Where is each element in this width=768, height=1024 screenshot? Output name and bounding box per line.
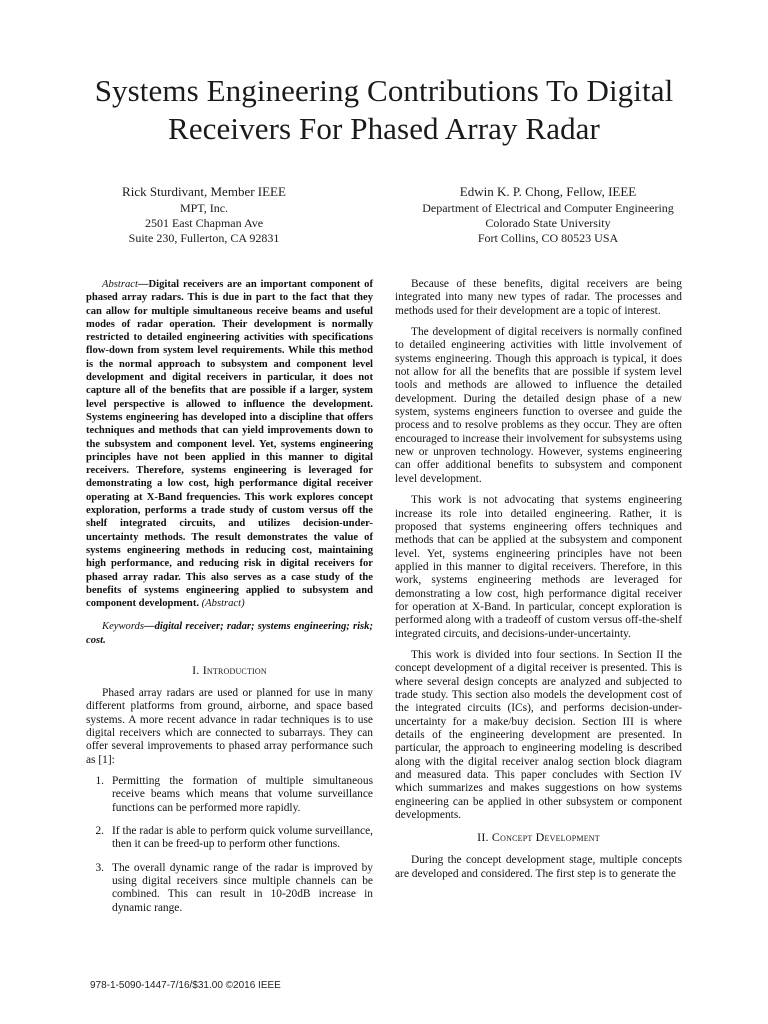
- author-affiliation: MPT, Inc.: [179, 201, 229, 215]
- author-address: 2501 East Chapman Ave: [144, 216, 264, 230]
- abstract-dash: —: [137, 279, 149, 290]
- list-item: [86, 775, 373, 815]
- abstract-body: Digital receivers are an important component of phased array radars. This is due in part to the fact that they can allow for multiple simultaneous receive beams and useful modes of radar operation. Their development is normally restricted to detailed engineering activities with specifications flow-down from system level requirements. While this method is the normal approach to subsystem and component level development and digital receivers in particular, it does not capture all of the benefits that are possible if a larger, system level perspective is allowed to influence the development. Systems engineering has developed into a discipline that offers techniques and methods that can yield improvements down to the subsystem and component level. Yet, systems engineering principles have not been applied in this manner to digital receivers. Therefore, systems engineering is leveraged for demonstrating a low cost, high performance digital receiver operating at X-Band frequencies. This work explores concept exploration, performs a trade study of custom versus off the shelf integrated circuits, and utilizes decision-under-uncertainty methods. The result demonstrates the value of systems engineering methods in reducing cost, maintaining high performance, and reducing risk in digital receivers for phased array radar. This also serves as a case study of the benefits of systems engineering applied to subsystem and component development.: [86, 279, 373, 610]
- author-name: Edwin K. P. Chong, Fellow, IEEE: [459, 184, 637, 199]
- list-item-text: If the radar is able to perform quick volume surveillance, then it can be freed-up to perform other functions.: [112, 825, 373, 851]
- benefit-list: [86, 775, 373, 915]
- author-affiliation: Department of Electrical and Computer Engineering: [422, 201, 674, 215]
- abstract: [86, 278, 373, 610]
- list-item-number: 3.: [95, 861, 104, 874]
- section-heading-concept-development: II. Concept Development: [477, 830, 600, 845]
- author-address: Fort Collins, CO 80523 USA: [477, 231, 619, 245]
- body-paragraph: The development of digital receivers is normally confined to detailed engineering activities with little involvement of systems engineering. Though this approach is typical, it does not allow for all the benefits that are possible if system level tools and methods are allowed to influence the detailed development. During the detailed design phase of a new system, systems engineers function to oversee and guide the process and to resolve problems as they occur. They are often encouraged to increase their involvement for subsystems using new or unproven technology. However, systems engineering can offer additional benefits to subsystem and component level development.: [395, 326, 682, 485]
- keywords-body: digital receiver; radar; systems engineering; risk; cost.: [86, 621, 373, 646]
- right-column: [395, 278, 682, 889]
- keywords-lead: Keywords: [102, 621, 144, 633]
- list-item: [86, 825, 373, 852]
- body-paragraph: Because of these benefits, digital receivers are being integrated into many new types of radar. The processes and methods used for their development are a topic of interest.: [395, 278, 682, 317]
- author-affiliation: Colorado State University: [485, 216, 611, 230]
- author-block-1: [84, 184, 324, 246]
- list-item-number: 1.: [95, 775, 104, 788]
- body-paragraph: During the concept development stage, multiple concepts are developed and considered. The first step is to generate the: [395, 854, 682, 880]
- author-address: Suite 230, Fullerton, CA 92831: [128, 231, 280, 245]
- list-item: [86, 862, 373, 915]
- section-heading-introduction: I. Introduction: [192, 663, 267, 678]
- list-item-text: The overall dynamic range of the radar is improved by using digital receivers since multiple channels can be combined. This can result in 10-20dB increase in dynamic range.: [112, 861, 373, 914]
- abstract-tail: (Abstract): [199, 598, 245, 610]
- body-paragraph: This work is not advocating that systems engineering increase its role into detailed engineering. Rather, it is proposed that systems engineering offers techniques and methods that can be applied at the subsystem and component level. Yet, systems engineering principles have not been applied in this manner to digital receivers. Therefore, in this work, systems engineering methods are leveraged for demonstrating a low cost, high performance digital receiver for operation at X-Band. In particular, concept exploration is performed along with a tradeoff of custom versus off-the-shelf integrated circuits, and decisions-under-uncertainty.: [395, 494, 682, 640]
- left-column: [86, 278, 373, 925]
- author-block-2: [388, 184, 708, 246]
- body-paragraph: This work is divided into four sections. In Section II the concept development of a digital receiver is presented. This is where several design concepts are analyzed and subjected to trade study. This section also models the development cost of the integrated circuits (ICs), and performs decision-under-uncertainty for a make/buy decision. Section III is where details of the engineering development are presented. In particular, the approach to engineering modeling is described along with the digital receiver analog section block diagram and measured data. This paper concludes with Section IV which summarizes and makes suggestions on how systems engineering can be applied in other subsystem or component developments.: [395, 648, 682, 822]
- paper-title: Systems Engineering Contributions To Digital Receivers For Phased Array Radar: [94, 73, 674, 146]
- abstract-lead: Abstract: [102, 279, 138, 290]
- list-item-number: 2.: [95, 825, 104, 838]
- keywords: [86, 620, 373, 647]
- author-name: Rick Sturdivant, Member IEEE: [122, 184, 286, 199]
- body-paragraph: Phased array radars are used or planned for use in many different platforms from ground, airborne, and space based systems. A more recent advance in radar techniques is to use digital receivers which are connected to subarrays. They can offer several improvements to phased array performance such as [1]:: [86, 687, 373, 766]
- keywords-dash: —: [143, 621, 155, 633]
- copyright-footer: 978-1-5090-1447-7/16/$31.00 ©2016 IEEE: [90, 980, 281, 991]
- list-item-text: Permitting the formation of multiple simultaneous receive beams which means that volume surveillance functions can be performed more rapidly.: [112, 775, 373, 814]
